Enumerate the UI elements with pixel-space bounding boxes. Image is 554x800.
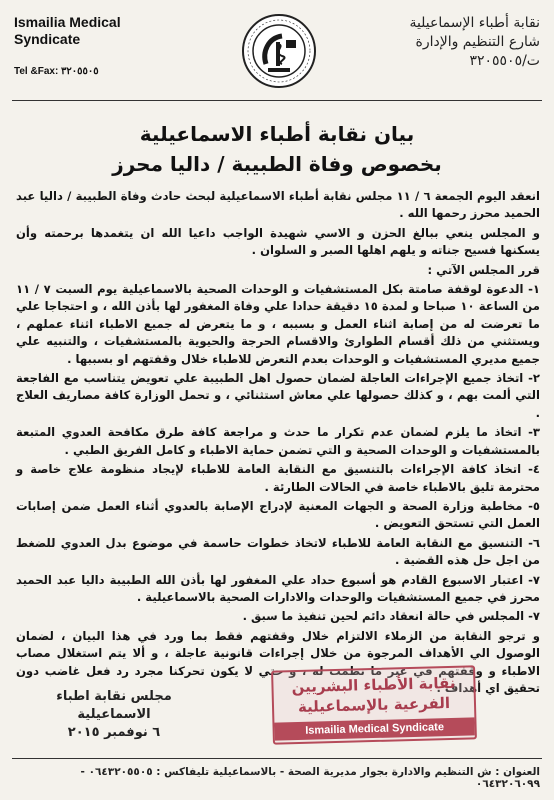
letterhead-arabic bbox=[340, 14, 540, 71]
statement-subtitle: بخصوص وفاة الطبيبة / داليا محرز bbox=[112, 152, 442, 176]
letterhead-english bbox=[14, 14, 184, 77]
tel-fax: Tel &Fax: ٣٢٠٥٥٠٥ bbox=[14, 66, 99, 77]
decision-item-7a: ٧- اعتبار الاسبوع القادم هو أسبوع حداد علي المغفور لها بأذن الله الطبيبة داليا عبد الحميد محرز في جميع المستشفيات والوحدات والادارات الصحية بالاسماعيلية . bbox=[16, 572, 540, 604]
stamp-line3: Ismailia Medical Syndicate bbox=[274, 717, 474, 740]
statement-title: بيان نقابة أطباء الاسماعيلية bbox=[139, 122, 415, 146]
decision-item-7b: ٧- المجلس في حالة انعقاد دائم لحين تنفيذ ما سبق . bbox=[242, 609, 540, 624]
decision-item-6: ٦- التنسيق مع النقابة العامة للاطباء لاتخاذ خطوات حاسمة في موضوع بدل العدوي للضغط من اجل حل هذه القضية . bbox=[16, 535, 540, 568]
decision-item-2: ٢- اتخاذ جميع الإجراءات العاجلة لضمان حصول اهل الطبيبة علي تعويض يتناسب مع الفاجعة التي ألمت بهم ، و كذلك حصولها علي معاش استثنائي ، و تحمل الوزارة كافة مصاريف العلاج . bbox=[16, 371, 540, 420]
decision-item-3: ٣- اتخاذ ما يلزم لضمان عدم تكرار ما حدث و مراجعة كافة طرق مكافحة العدوي المتبعة بالمستشفيات و الوحدات الصحية و التي تضمن حماية الاطباء و كامل الفريق الطبي . bbox=[16, 425, 540, 457]
statement-body bbox=[16, 188, 540, 699]
paragraph-condolence: و المجلس ينعي ببالغ الحزن و الاسي شهيدة الواجب داعيا الله ان يتغمدها برحمته وأن يسكنها فسيح جناته و يلهم اهلها الصبر و السلوان . bbox=[16, 225, 540, 258]
signature-date: ٦ نوفمبر ٢٠١٥ bbox=[67, 725, 161, 740]
decision-item-1: ١- الدعوة لوقفة صامتة بكل المستشفيات و الوحدات الصحية بالاسماعيلية يوم السبت ٧ / ١١ من الساعة ١٠ صباحا و لمدة ١٥ دقيقة حدادا علي وفاة المغفور لها بأذن الله ، و احتجاجا علي ما تعرضت له من إصابة اثناء العمل و بسببه ، و ما يتعرض له جميع الاطباء اثناء عملهم ، ويستثني من ذلك أقسام الطوارئ والاقسام الحرجة والحيوية بالمستشفيات ، والتنبيه علي جميع مديري المستشفيات و الوحدات بعدم التعرض للاطباء خلال وقفتهم او بسببها . bbox=[16, 282, 540, 366]
syndicate-seal-icon bbox=[240, 12, 318, 90]
letterhead-line3: ت/٣٢٠٥٥٠٥ bbox=[469, 53, 540, 69]
footer-address: العنوان : ش التنظيم والادارة بجوار مديرية الصحة - بالاسماعيلية تليفاكس : ٠٦٤٣٢٠٥٥٠٥ - ٠٦٤٣٢٠٦٠٩٩ bbox=[80, 766, 540, 790]
paragraph-intro: انعقد اليوم الجمعة ٦ / ١١ مجلس نقابة أطباء الاسماعيلية لبحث حادث وفاة الطبيبة / داليا عبد الحميد محرز رحمها الله . bbox=[16, 189, 540, 221]
paragraph-closing: و ترجو النقابة من الزملاء الالتزام خلال وقفتهم فقط بما ورد في هذا البيان ، لضمان الوصول الي الأهداف المرجوة من خلال إجراءات قانونية عاجلة ، و ألا يتم استغلال مصاب الاطباء و وقفتهم في غير ما نظمت له ، و حتي لا يكون تحركنا مجرد رد فعل غاضب دون تحقيق اي أهداف . bbox=[16, 628, 540, 695]
letterhead-line1: نقابة أطباء الإسماعيلية bbox=[409, 15, 540, 31]
decision-item-4: ٤- اتخاذ كافة الإجراءات بالتنسيق مع النقابة العامة للاطباء لإيجاد منظومة علاج خاصة و محترمة تليق بالاطباء خاصة في الحالات الطارئة . bbox=[16, 462, 540, 494]
letterhead-line2: شارع التنظيم والإدارة bbox=[415, 34, 540, 50]
stamp-line1: نقابة الأطباء البشريين bbox=[291, 673, 456, 697]
signature-council: مجلس نقابة اطباء الاسماعيلية bbox=[56, 689, 172, 722]
header-divider bbox=[12, 100, 542, 101]
org-name-line1: Ismailia Medical bbox=[14, 14, 121, 30]
org-name-line2: Syndicate bbox=[14, 31, 81, 47]
stamp-line2: الفرعية بالإسماعيلية bbox=[297, 694, 451, 716]
decision-item-5: ٥- مخاطبة وزارة الصحة و الجهات المعنية لإدراج الإصابة بالعدوي أثناء العمل ضمن إصابات العمل التي تستحق التعويض . bbox=[16, 498, 540, 531]
footer-divider bbox=[12, 758, 542, 759]
signature-block bbox=[24, 688, 204, 742]
official-stamp bbox=[271, 665, 477, 744]
paragraph-decisions-heading: قرر المجلس الآتي : bbox=[427, 262, 540, 277]
